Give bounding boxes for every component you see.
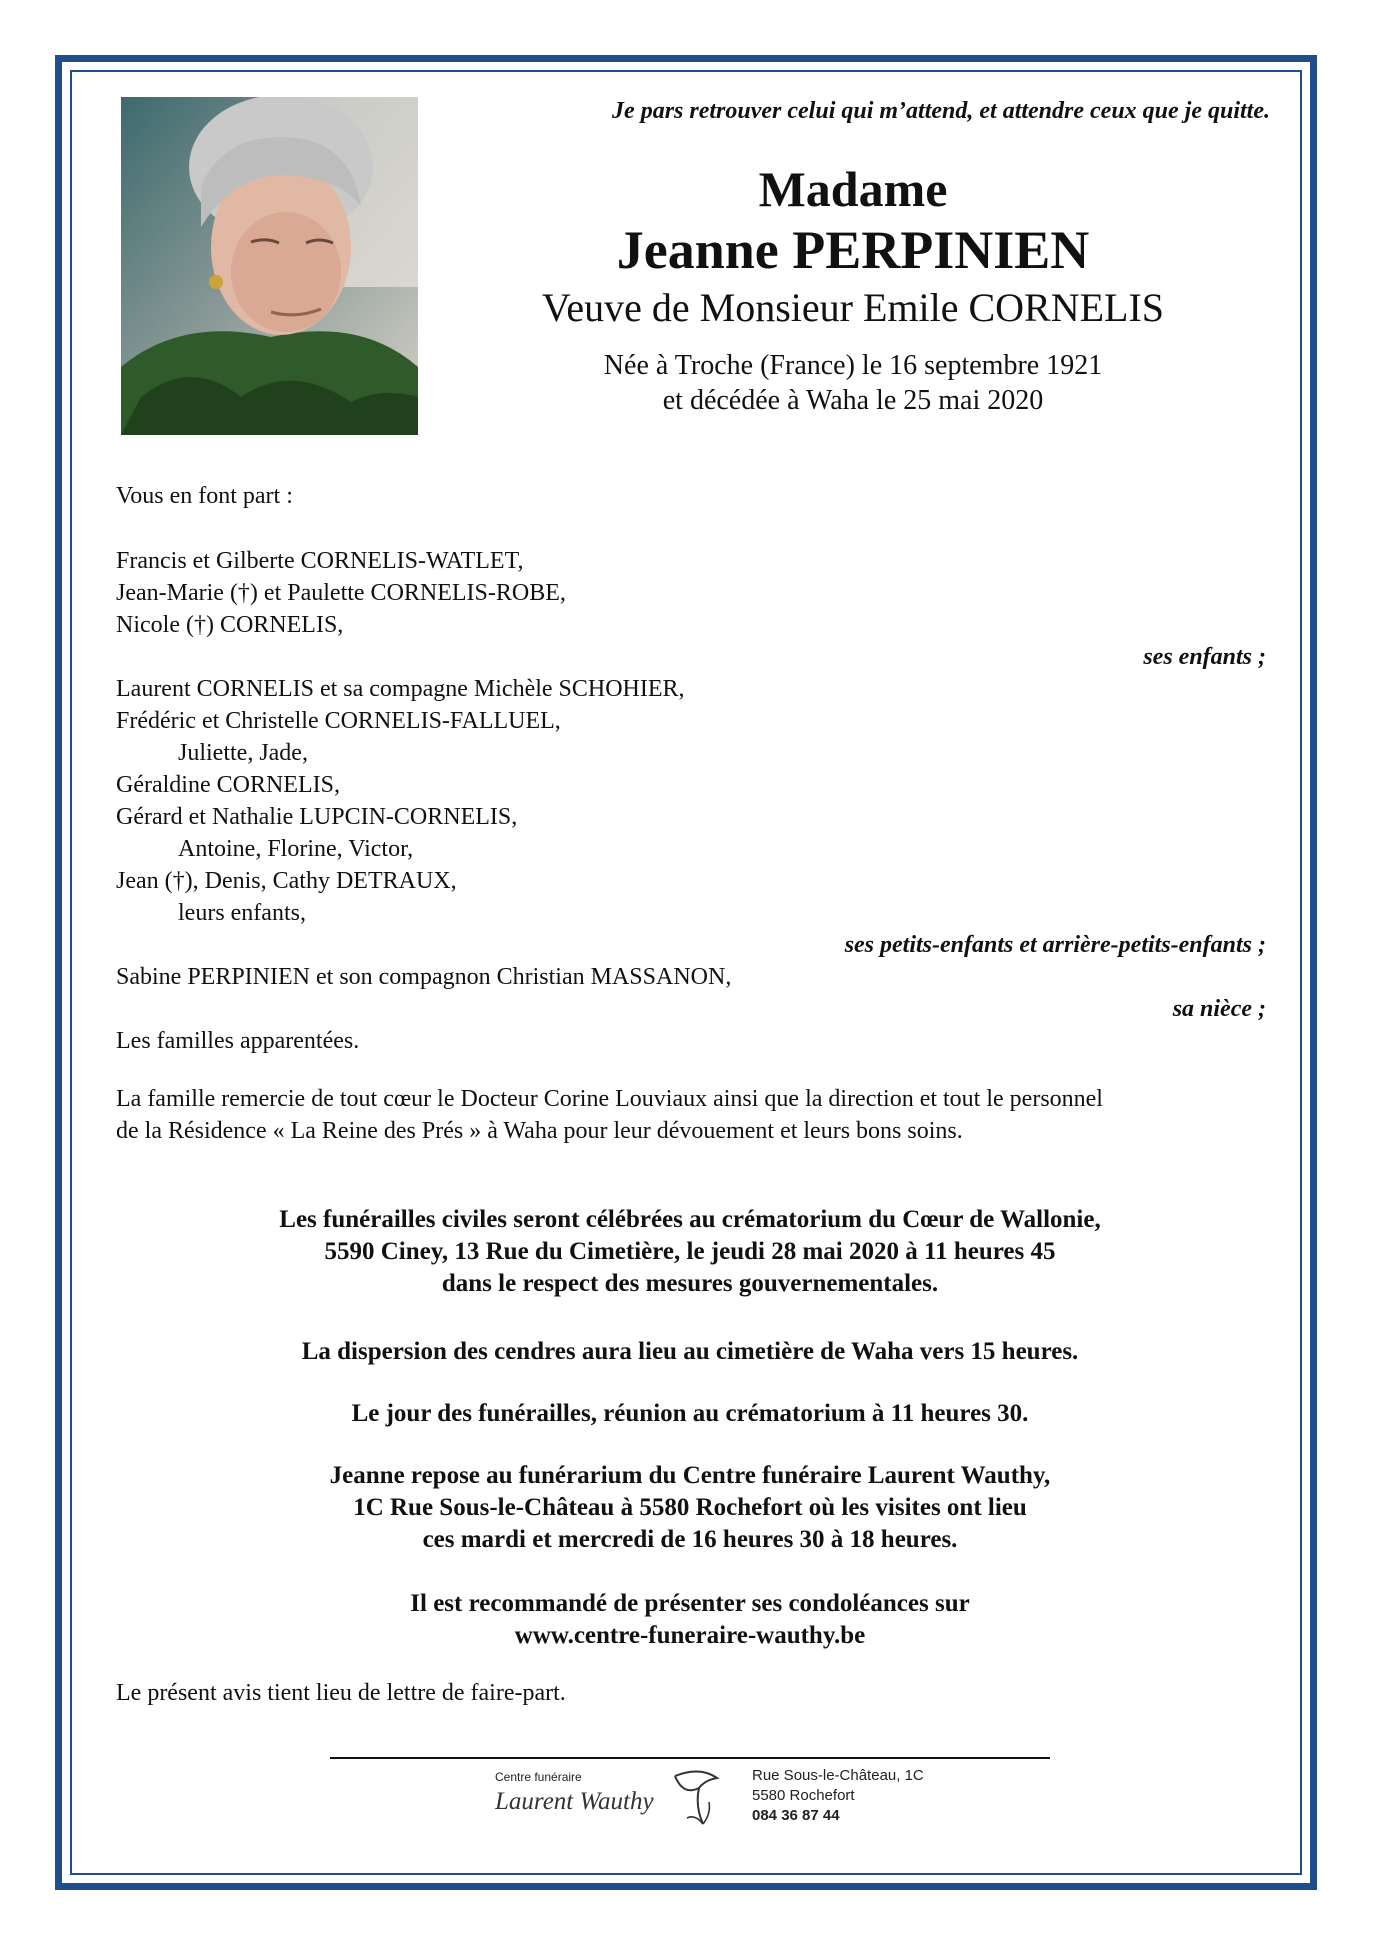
thanks-line-1: La famille remercie de tout cœur le Docteur Corine Louviaux ainsi que la direction et tout le personnel	[116, 1086, 1103, 1112]
funeral-details	[140, 1204, 1240, 1300]
deceased-header	[440, 160, 1266, 418]
deceased-name: Jeanne PERPINIEN	[616, 220, 1090, 280]
grandchildren-list	[116, 673, 1266, 1057]
portrait-photo	[121, 97, 418, 435]
viewing-line: ces mardi et mercredi de 16 heures 30 à 18 heures.	[422, 1526, 958, 1553]
list-item: Nicole (†) CORNELIS,	[116, 612, 344, 638]
list-item: Jean-Marie (†) et Paulette CORNELIS-ROBE,	[116, 580, 566, 606]
list-item: Frédéric et Christelle CORNELIS-FALLUEL,	[116, 708, 561, 734]
footer-divider	[330, 1757, 1050, 1759]
birth-line: Née à Troche (France) le 16 septembre 1921	[603, 350, 1103, 381]
list-item: Juliette, Jade,	[178, 740, 308, 766]
list-item: Jean (†), Denis, Cathy DETRAUX,	[116, 868, 457, 894]
niece-label: sa nièce ;	[1172, 996, 1266, 1022]
website-link[interactable]: www.centre-funeraire-wauthy.be	[514, 1622, 866, 1649]
grandchildren-label: ses petits-enfants et arrière-petits-enfants ;	[844, 932, 1266, 958]
list-item: Gérard et Nathalie LUPCIN-CORNELIS,	[116, 804, 518, 830]
funeral-line: dans le respect des mesures gouvernementales.	[441, 1270, 939, 1297]
calla-lily-icon	[665, 1766, 727, 1832]
birth-death-dates	[440, 348, 1266, 418]
list-item: Géraldine CORNELIS,	[116, 772, 340, 798]
viewing-line: 1C Rue Sous-le-Château à 5580 Rochefort où les visites ont lieu	[353, 1494, 1027, 1521]
niece-line: Sabine PERPINIEN et son compagnon Christian MASSANON,	[116, 964, 732, 990]
viewing-line: Jeanne repose au funérarium du Centre funéraire Laurent Wauthy,	[329, 1462, 1051, 1489]
viewing-details	[140, 1460, 1240, 1556]
list-item: Francis et Gilberte CORNELIS-WATLET,	[116, 548, 524, 574]
address-street: Rue Sous-le-Château, 1C	[752, 1767, 924, 1784]
thanks-paragraph	[116, 1083, 1266, 1147]
families-line: Les familles apparentées.	[116, 1028, 360, 1054]
logo-caption: Centre funéraire	[495, 1770, 582, 1784]
condolences-line: Il est recommandé de présenter ses condoléances sur	[410, 1590, 970, 1617]
children-label: ses enfants ;	[1143, 644, 1266, 670]
funeral-line: Les funérailles civiles seront célébrées au crématorium du Cœur de Wallonie,	[279, 1206, 1101, 1233]
death-line: et décédée à Waha le 25 mai 2020	[662, 385, 1044, 416]
funeral-home-logo	[495, 1766, 725, 1836]
logo-script-name: Laurent Wauthy	[495, 1788, 654, 1815]
children-list	[116, 545, 1266, 673]
widow-of: Veuve de Monsieur Emile CORNELIS	[541, 285, 1165, 330]
closing-note: Le présent avis tient lieu de lettre de faire-part.	[116, 1680, 566, 1706]
phone-number: 084 36 87 44	[752, 1807, 840, 1824]
funeral-home-address	[752, 1766, 924, 1826]
list-item: Laurent CORNELIS et sa compagne Michèle SCHOHIER,	[116, 676, 685, 702]
address-city: 5580 Rochefort	[752, 1787, 855, 1804]
honorific: Madame	[758, 161, 948, 217]
list-item: Antoine, Florine, Victor,	[178, 836, 414, 862]
thanks-line-2: de la Résidence « La Reine des Prés » à Waha pour leur dévouement et leurs bons soins.	[116, 1118, 963, 1144]
condolences-info	[140, 1588, 1240, 1652]
announcement-intro: Vous en font part :	[116, 483, 293, 509]
ashes-dispersion: La dispersion des cendres aura lieu au cimetière de Waha vers 15 heures.	[301, 1338, 1079, 1365]
meeting-info: Le jour des funérailles, réunion au crématorium à 11 heures 30.	[351, 1400, 1029, 1427]
epigraph: Je pars retrouver celui qui m’attend, et attendre ceux que je quitte.	[612, 98, 1270, 124]
list-item: leurs enfants,	[178, 900, 306, 926]
funeral-line: 5590 Ciney, 13 Rue du Cimetière, le jeudi 28 mai 2020 à 11 heures 45	[324, 1238, 1056, 1265]
